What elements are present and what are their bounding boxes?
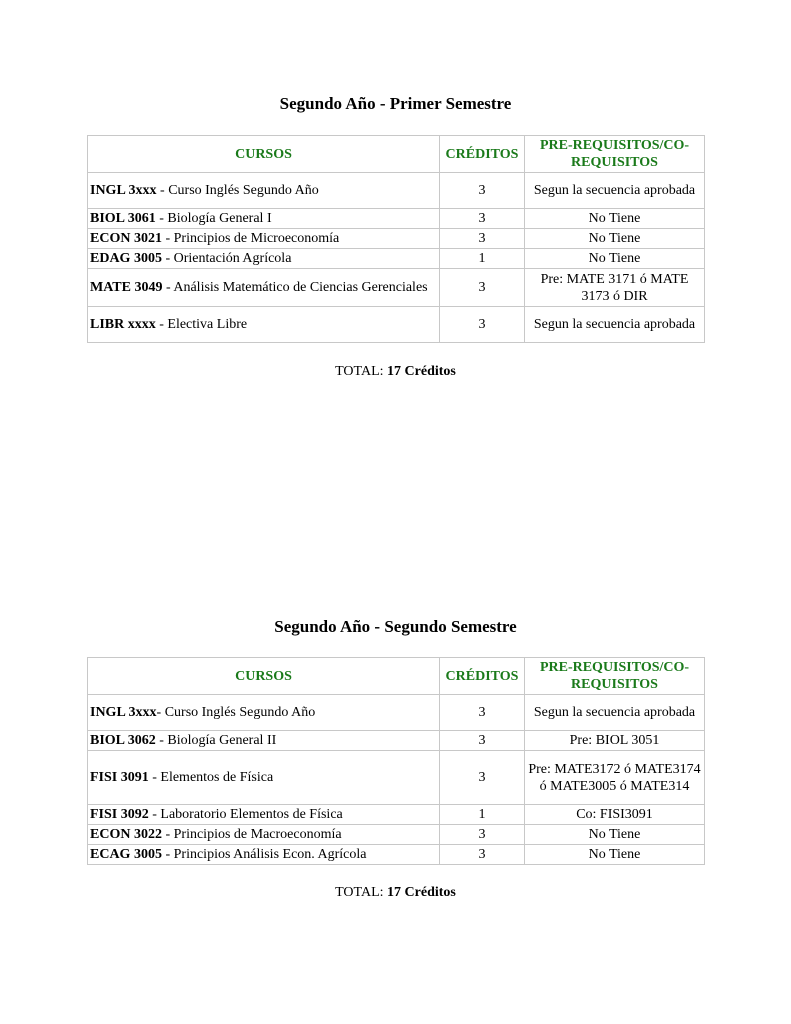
course-name: Electiva Libre: [167, 317, 248, 332]
credits-cell: 3: [440, 269, 525, 307]
course-cell: [88, 209, 440, 229]
course-code: BIOL 3062: [90, 733, 156, 748]
course-code: MATE 3049: [90, 280, 163, 295]
course-code: BIOL 3061: [90, 211, 156, 226]
table-header-row: [88, 136, 705, 173]
credits-cell: 3: [440, 695, 525, 731]
credits-cell: 3: [440, 209, 525, 229]
course-cell: [88, 269, 440, 307]
credits-cell: 3: [440, 731, 525, 751]
course-separator: -: [156, 705, 165, 720]
total-value: 17 Créditos: [387, 364, 456, 379]
course-name: Curso Inglés Segundo Año: [164, 705, 316, 720]
table-row: [88, 229, 705, 249]
header-credits: CRÉDITOS: [440, 658, 525, 695]
prereq-cell: No Tiene: [525, 249, 705, 269]
prereq-cell: No Tiene: [525, 825, 705, 845]
prereq-cell: Segun la secuencia aprobada: [525, 173, 705, 209]
course-name: Biología General I: [167, 211, 272, 226]
table-row: [88, 307, 705, 343]
prereq-cell: Co: FISI3091: [525, 805, 705, 825]
course-code: FISI 3091: [90, 770, 149, 785]
credits-cell: 3: [440, 751, 525, 805]
course-separator: -: [148, 807, 161, 822]
course-separator: -: [161, 251, 174, 266]
prereq-cell: Pre: MATE3172 ó MATE3174 ó MATE3005 ó MATE314: [525, 751, 705, 805]
prereq-cell: Segun la secuencia aprobada: [525, 307, 705, 343]
prereq-cell: No Tiene: [525, 845, 705, 865]
credits-cell: 3: [440, 845, 525, 865]
header-courses: CURSOS: [88, 658, 440, 695]
semester-2-title: Segundo Año - Segundo Semestre: [274, 617, 517, 636]
course-code: EDAG 3005: [90, 251, 162, 266]
course-separator: -: [155, 733, 168, 748]
semester-1-total: [0, 364, 791, 380]
course-cell: [88, 825, 440, 845]
table-row: [88, 805, 705, 825]
course-separator: -: [155, 211, 168, 226]
table-row: [88, 751, 705, 805]
total-value: 17 Créditos: [387, 885, 456, 900]
semester-2-table: [87, 657, 705, 865]
course-cell: [88, 307, 440, 343]
course-name: Orientación Agrícola: [173, 251, 292, 266]
total-label: TOTAL:: [335, 364, 384, 379]
course-name: Laboratorio Elementos de Física: [160, 807, 343, 822]
course-code: ECON 3022: [90, 827, 162, 842]
course-cell: [88, 731, 440, 751]
course-separator: -: [162, 280, 174, 295]
header-prereqs: PRE-REQUISITOS/CO-REQUISITOS: [525, 136, 705, 173]
course-cell: [88, 229, 440, 249]
header-courses: CURSOS: [88, 136, 440, 173]
course-code: LIBR xxxx: [90, 317, 156, 332]
course-name: Principios de Microeconomía: [173, 231, 340, 246]
table-row: [88, 825, 705, 845]
total-label: TOTAL:: [335, 885, 384, 900]
prereq-cell: Segun la secuencia aprobada: [525, 695, 705, 731]
header-prereqs: PRE-REQUISITOS/CO-REQUISITOS: [525, 658, 705, 695]
course-name: Curso Inglés Segundo Año: [168, 183, 319, 198]
course-code: INGL 3xxx: [90, 183, 157, 198]
course-code: ECAG 3005: [90, 847, 162, 862]
header-credits: CRÉDITOS: [440, 136, 525, 173]
credits-cell: 3: [440, 307, 525, 343]
semester-1-table: [87, 135, 705, 343]
prereq-cell: No Tiene: [525, 229, 705, 249]
table-row: [88, 209, 705, 229]
course-name: Principios Análisis Econ. Agrícola: [173, 847, 367, 862]
credits-cell: 3: [440, 229, 525, 249]
credits-cell: 3: [440, 173, 525, 209]
prereq-cell: Pre: MATE 3171 ó MATE 3173 ó DIR: [525, 269, 705, 307]
course-code: ECON 3021: [90, 231, 162, 246]
course-cell: [88, 805, 440, 825]
table-row: [88, 731, 705, 751]
table-row: [88, 695, 705, 731]
course-separator: -: [161, 827, 174, 842]
prereq-cell: Pre: BIOL 3051: [525, 731, 705, 751]
semester-2-total: [0, 885, 791, 901]
course-code: FISI 3092: [90, 807, 149, 822]
course-cell: [88, 845, 440, 865]
table-row: [88, 173, 705, 209]
course-name: Principios de Macroeconomía: [173, 827, 342, 842]
table-row: [88, 269, 705, 307]
course-separator: -: [148, 770, 161, 785]
table-row: [88, 845, 705, 865]
course-cell: [88, 751, 440, 805]
course-separator: -: [161, 847, 174, 862]
course-name: Biología General II: [167, 733, 277, 748]
course-code: INGL 3xxx: [90, 705, 157, 720]
semester-1-title: Segundo Año - Primer Semestre: [279, 94, 512, 113]
credits-cell: 3: [440, 825, 525, 845]
table-header-row: [88, 658, 705, 695]
credits-cell: 1: [440, 249, 525, 269]
course-cell: [88, 695, 440, 731]
course-cell: [88, 173, 440, 209]
course-name: Elementos de Física: [160, 770, 274, 785]
credits-cell: 1: [440, 805, 525, 825]
course-cell: [88, 249, 440, 269]
course-separator: -: [156, 183, 169, 198]
course-separator: -: [161, 231, 174, 246]
table-row: [88, 249, 705, 269]
prereq-cell: No Tiene: [525, 209, 705, 229]
course-separator: -: [155, 317, 168, 332]
course-name: Análisis Matemático de Ciencias Gerenciales: [173, 280, 428, 295]
